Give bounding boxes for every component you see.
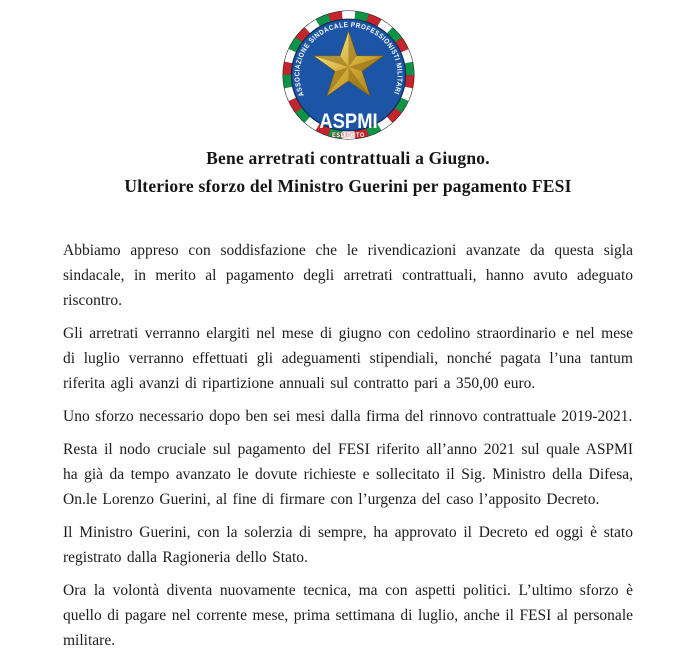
logo-acronym: ASPMI xyxy=(318,109,378,133)
aspmi-logo xyxy=(282,10,415,140)
document-page xyxy=(63,0,633,653)
logo-container xyxy=(63,10,633,140)
logo-branch-label: ESERCITO xyxy=(331,132,365,139)
paragraph-5: Il Ministro Guerini, con la solerzia di sempre, ha approvato il Decreto ed oggi è stato registrato dalla Ragioneria dello Stato. xyxy=(63,524,633,566)
document-title-block xyxy=(63,144,633,200)
paragraph-1: Abbiamo appreso con soddisfazione che le rivendicazioni avanzate da questa sigla sindacale, in merito al pagamento degli arretrati contrattuali, hanno avuto adeguato riscontro. xyxy=(63,242,633,309)
title-line-1: Bene arretrati contrattuali a Giugno. xyxy=(206,148,490,168)
paragraph-3: Uno sforzo necessario dopo ben sei mesi dalla firma del rinnovo contrattuale 2019-2021. xyxy=(63,408,633,425)
paragraph-4: Resta il nodo cruciale sul pagamento del FESI riferito all’anno 2021 sul quale ASPMI ha già da tempo avanzato le dovute richieste e sollecitato il Sig. Ministro della Difesa, On.le Lorenzo Guerini, al fine di firmare con l’urgenza del caso l’apposito Decreto. xyxy=(63,441,633,508)
press-release-body xyxy=(63,238,633,653)
paragraph-6: Ora la volontà diventa nuovamente tecnica, ma con aspetti politici. L’ultimo sforzo è quello di pagare nel corrente mese, prima settimana di luglio, anche il FESI al personale militare. xyxy=(63,582,633,649)
logo-ring-text: ASSOCIAZIONE SINDACALE PROFESSIONISTI MILITARI xyxy=(292,20,404,98)
paragraph-2: Gli arretrati verranno elargiti nel mese di giugno con cedolino straordinario e nel mese di luglio verranno effettuati gli adeguamenti stipendiali, nonché pagata l’una tantum riferita agli avanzi di ripartizione annuali sul contratto pari a 350,00 euro. xyxy=(63,325,633,392)
title-line-2: Ulteriore sforzo del Ministro Guerini per pagamento FESI xyxy=(124,176,572,196)
